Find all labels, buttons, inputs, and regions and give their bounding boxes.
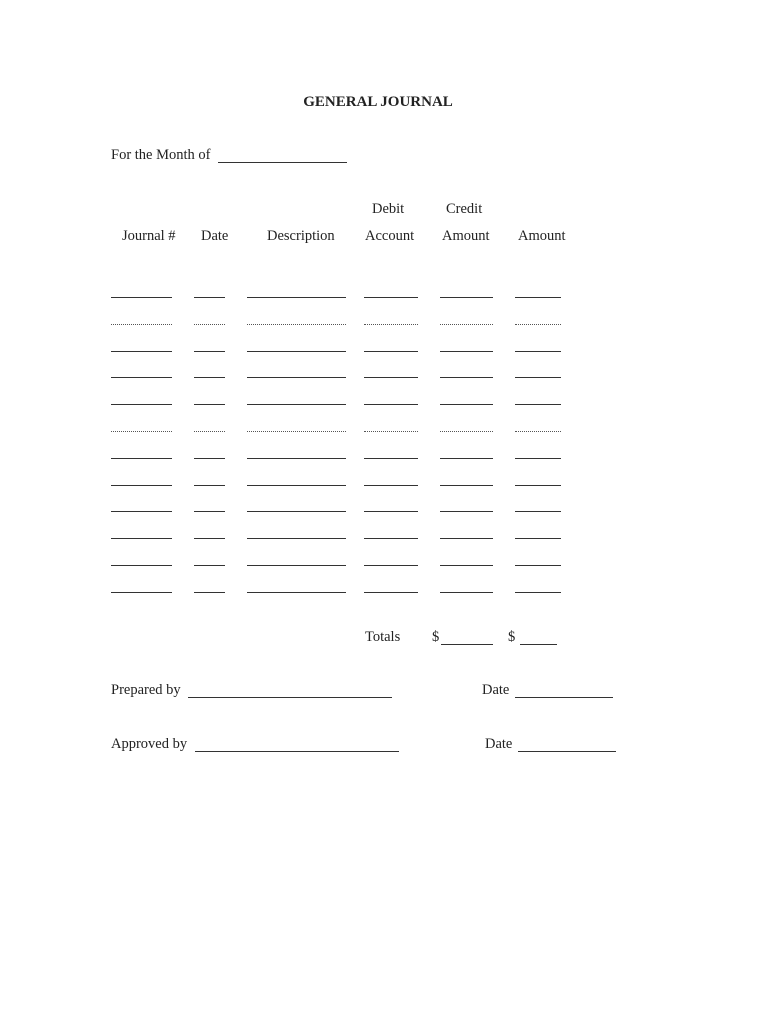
row-10-description-field[interactable] <box>247 538 346 539</box>
row-1-credit-amount-field[interactable] <box>440 297 493 298</box>
row-8-debit-account-field[interactable] <box>364 485 418 486</box>
totals-debit-field[interactable] <box>441 644 493 645</box>
prepared-by-label: Prepared by <box>111 682 181 698</box>
row-10-journal-field[interactable] <box>111 538 172 539</box>
row-9-description-field[interactable] <box>247 511 346 512</box>
row-6-credit-amount-field[interactable] <box>440 431 493 432</box>
row-3-credit-amount-field[interactable] <box>440 351 493 352</box>
totals-credit-symbol: $ <box>508 629 516 645</box>
row-11-credit-amount-field[interactable] <box>440 565 493 566</box>
row-9-credit-amount-field[interactable] <box>440 511 493 512</box>
month-label: For the Month of <box>111 147 211 163</box>
totals-label: Totals <box>365 629 401 645</box>
approved-date-label: Date <box>485 736 513 752</box>
row-4-amount-field[interactable] <box>515 377 561 378</box>
row-4-date-field[interactable] <box>194 377 225 378</box>
row-3-amount-field[interactable] <box>515 351 561 352</box>
approved-date-field[interactable] <box>518 751 616 752</box>
row-2-description-field[interactable] <box>247 324 346 325</box>
row-2-debit-account-field[interactable] <box>364 324 418 325</box>
row-2-journal-field[interactable] <box>111 324 172 325</box>
row-4-journal-field[interactable] <box>111 377 172 378</box>
approved-by-field[interactable] <box>195 751 399 752</box>
totals-credit-field[interactable] <box>520 644 557 645</box>
row-1-debit-account-field[interactable] <box>364 297 418 298</box>
row-11-debit-account-field[interactable] <box>364 565 418 566</box>
row-12-description-field[interactable] <box>247 592 346 593</box>
row-6-debit-account-field[interactable] <box>364 431 418 432</box>
row-5-credit-amount-field[interactable] <box>440 404 493 405</box>
row-9-amount-field[interactable] <box>515 511 561 512</box>
row-8-journal-field[interactable] <box>111 485 172 486</box>
page-title: GENERAL JOURNAL <box>303 94 453 110</box>
row-4-description-field[interactable] <box>247 377 346 378</box>
row-9-date-field[interactable] <box>194 511 225 512</box>
row-12-credit-amount-field[interactable] <box>440 592 493 593</box>
row-1-date-field[interactable] <box>194 297 225 298</box>
row-3-description-field[interactable] <box>247 351 346 352</box>
row-2-amount-field[interactable] <box>515 324 561 325</box>
row-8-credit-amount-field[interactable] <box>440 485 493 486</box>
row-11-date-field[interactable] <box>194 565 225 566</box>
row-4-credit-amount-field[interactable] <box>440 377 493 378</box>
row-7-date-field[interactable] <box>194 458 225 459</box>
header-journal: Journal # <box>122 228 176 244</box>
header-description: Description <box>267 228 335 244</box>
row-3-date-field[interactable] <box>194 351 225 352</box>
row-12-debit-account-field[interactable] <box>364 592 418 593</box>
header-debit-top: Debit <box>372 201 405 217</box>
row-10-debit-account-field[interactable] <box>364 538 418 539</box>
row-10-date-field[interactable] <box>194 538 225 539</box>
row-6-date-field[interactable] <box>194 431 225 432</box>
row-12-amount-field[interactable] <box>515 592 561 593</box>
row-12-journal-field[interactable] <box>111 592 172 593</box>
prepared-by-field[interactable] <box>188 697 392 698</box>
row-6-amount-field[interactable] <box>515 431 561 432</box>
row-6-description-field[interactable] <box>247 431 346 432</box>
row-7-debit-account-field[interactable] <box>364 458 418 459</box>
row-5-debit-account-field[interactable] <box>364 404 418 405</box>
approved-by-label: Approved by <box>111 736 188 752</box>
row-11-journal-field[interactable] <box>111 565 172 566</box>
row-11-description-field[interactable] <box>247 565 346 566</box>
row-8-amount-field[interactable] <box>515 485 561 486</box>
prepared-date-label: Date <box>482 682 510 698</box>
row-5-amount-field[interactable] <box>515 404 561 405</box>
row-10-credit-amount-field[interactable] <box>440 538 493 539</box>
header-amount: Amount <box>518 228 566 244</box>
row-3-debit-account-field[interactable] <box>364 351 418 352</box>
row-1-journal-field[interactable] <box>111 297 172 298</box>
row-5-journal-field[interactable] <box>111 404 172 405</box>
row-1-description-field[interactable] <box>247 297 346 298</box>
row-7-credit-amount-field[interactable] <box>440 458 493 459</box>
row-9-journal-field[interactable] <box>111 511 172 512</box>
row-7-journal-field[interactable] <box>111 458 172 459</box>
row-5-description-field[interactable] <box>247 404 346 405</box>
row-11-amount-field[interactable] <box>515 565 561 566</box>
totals-debit-symbol: $ <box>432 629 440 645</box>
row-2-credit-amount-field[interactable] <box>440 324 493 325</box>
row-8-date-field[interactable] <box>194 485 225 486</box>
row-1-amount-field[interactable] <box>515 297 561 298</box>
row-7-description-field[interactable] <box>247 458 346 459</box>
row-10-amount-field[interactable] <box>515 538 561 539</box>
row-7-amount-field[interactable] <box>515 458 561 459</box>
prepared-date-field[interactable] <box>515 697 613 698</box>
row-3-journal-field[interactable] <box>111 351 172 352</box>
header-credit-bottom: Amount <box>442 228 490 244</box>
month-field[interactable] <box>218 162 347 163</box>
header-credit-top: Credit <box>446 201 483 217</box>
row-8-description-field[interactable] <box>247 485 346 486</box>
row-4-debit-account-field[interactable] <box>364 377 418 378</box>
row-9-debit-account-field[interactable] <box>364 511 418 512</box>
row-2-date-field[interactable] <box>194 324 225 325</box>
header-debit-bottom: Account <box>365 228 415 244</box>
header-date: Date <box>201 228 229 244</box>
row-5-date-field[interactable] <box>194 404 225 405</box>
row-12-date-field[interactable] <box>194 592 225 593</box>
row-6-journal-field[interactable] <box>111 431 172 432</box>
